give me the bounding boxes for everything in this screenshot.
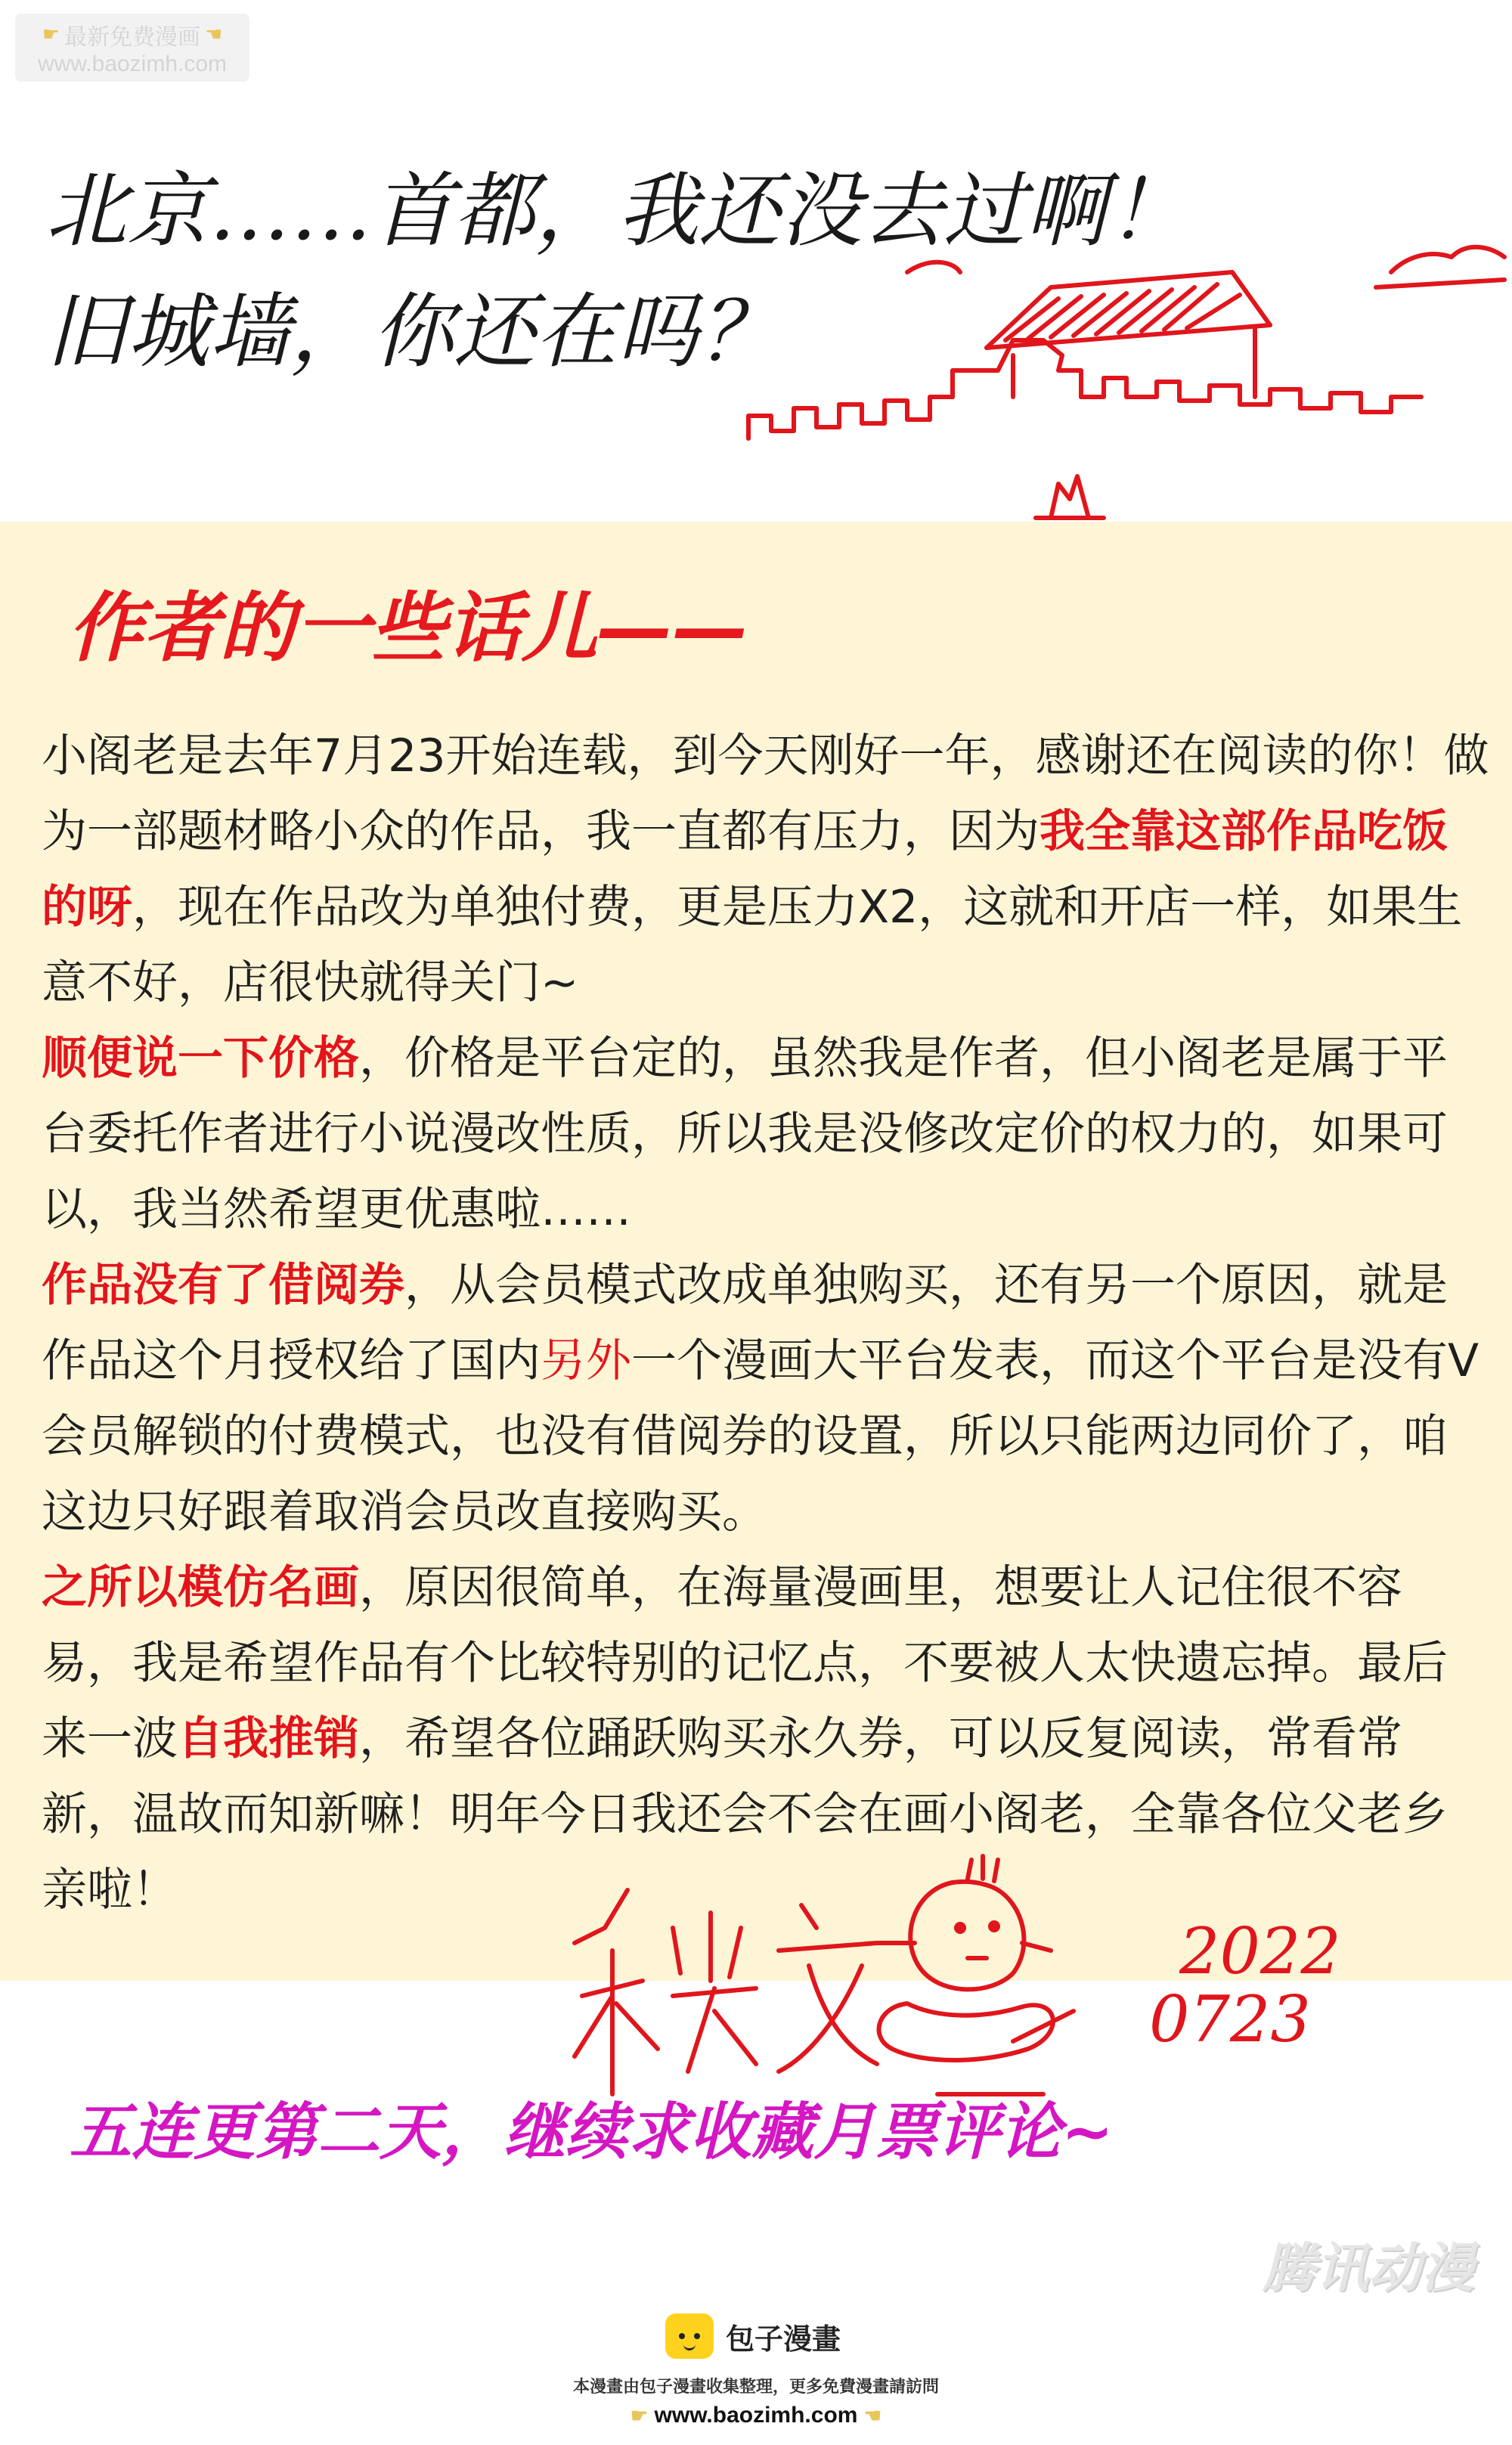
author-note-title: 作者的一些话儿—— bbox=[68, 584, 748, 672]
promo-banner: 五连更第二天，继续求收藏月票评论~ bbox=[70, 2096, 1114, 2168]
footer-logo[interactable] bbox=[665, 2306, 841, 2366]
note-highlight: 另外 bbox=[541, 1334, 631, 1387]
heading-line-1: 北京……首都，我还没去过啊！ bbox=[45, 164, 1189, 259]
watermark-url: www.baozimh.com bbox=[37, 51, 228, 76]
note-paragraph bbox=[42, 1021, 1489, 1247]
bun-logo-icon bbox=[665, 2313, 714, 2359]
note-highlight: 顺便说一下价格 bbox=[42, 1032, 359, 1085]
note-text: ，原因很简单，在海量漫画里，想要让人记住很不容易，我是希望作品有个比较特别的记忆点，不要被人太快遗忘掉。最后来一波 bbox=[42, 1561, 1448, 1765]
note-highlight: 自我推销 bbox=[178, 1712, 359, 1765]
note-highlight: 我全靠这部作品吃饭的呀 bbox=[42, 805, 1448, 934]
pointing-hand-icon: ☛ bbox=[42, 23, 60, 46]
note-paragraph bbox=[42, 718, 1489, 1021]
heading-line-2: 旧城墙，你还在吗？ bbox=[45, 285, 781, 380]
footer-note: 本漫畫由包子漫畫收集整理，更多免費漫畫請訪問 bbox=[572, 2378, 939, 2397]
publisher-watermark: 腾讯动漫 bbox=[1263, 2237, 1474, 2299]
note-text: 一个漫画大平台发表，而这个平台是没有V会员解锁的付费模式，也没有借阅券的设置，所以只能两边同价了，咱这边只好跟着取消会员改直接购买。 bbox=[42, 1334, 1479, 1539]
signature-date-year: 2022 bbox=[1179, 1914, 1341, 1988]
note-text: ，价格是平台定的，虽然我是作者，但小阁老是属于平台委托作者进行小说漫改性质，所以我是没修改定价的权力的，如果可以，我当然希望更优惠啦…… bbox=[42, 1032, 1448, 1236]
footer-brand: 包子漫畫 bbox=[726, 2322, 841, 2356]
city-wall-sketch bbox=[726, 227, 1512, 529]
note-paragraph bbox=[42, 1247, 1489, 1550]
footer-url-text[interactable]: www.baozimh.com bbox=[654, 2403, 858, 2428]
note-highlight: 之所以模仿名画 bbox=[42, 1561, 359, 1614]
note-text: 小阁老是去年7月23开始连载，到今天刚好一年，感谢还在阅读的你！做为一部题材略小众的作品，我一直都有压力，因为 bbox=[42, 730, 1489, 858]
note-text: ，现在作品改为单独付费，更是压力X2，这就和开店一样，如果生意不好，店很快就得关门~ bbox=[42, 881, 1463, 1009]
footer-url[interactable] bbox=[0, 2403, 1512, 2428]
watermark-title-row bbox=[42, 18, 223, 51]
note-highlight: 作品没有了借阅券 bbox=[42, 1259, 404, 1312]
author-note-body bbox=[42, 718, 1489, 1928]
pointing-hand-icon: ☛ bbox=[630, 2404, 649, 2427]
note-text: ，希望各位踊跃购买永久券，可以反复阅读，常看常新，温故而知新嘛！明年今日我还会不会在画小阁老，全靠各位父老乡亲啦！ bbox=[42, 1712, 1448, 1917]
pointing-hand-icon: ☚ bbox=[205, 23, 223, 46]
note-text: ，从会员模式改成单独购买，还有另一个原因，就是作品这个月授权给了国内 bbox=[42, 1259, 1448, 1387]
pointing-hand-icon: ☚ bbox=[863, 2404, 882, 2427]
watermark-badge bbox=[15, 14, 249, 82]
watermark-title: 最新免费漫画 bbox=[64, 24, 200, 51]
signature-date-day: 0723 bbox=[1149, 1982, 1311, 2056]
